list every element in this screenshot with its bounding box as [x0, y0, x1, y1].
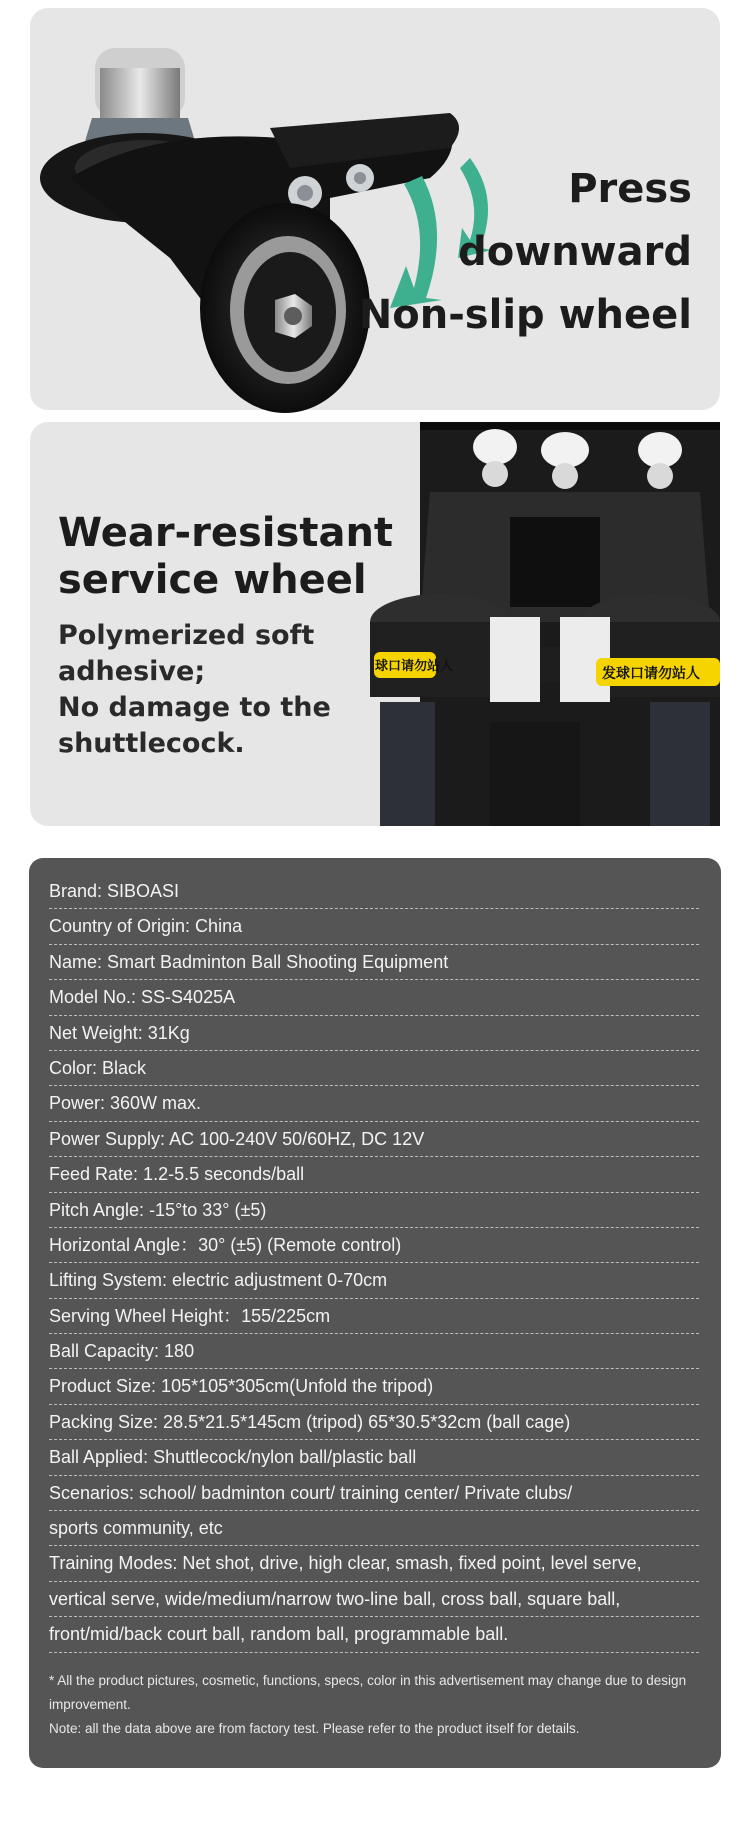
spec-country-of-origin: Country of Origin: China: [49, 909, 699, 944]
spec-horizontal-angle: Horizontal Angle：30° (±5) (Remote control): [49, 1228, 699, 1263]
spec-feed-rate: Feed Rate: 1.2-5.5 seconds/ball: [49, 1157, 699, 1192]
service-wheel-description: [58, 618, 378, 762]
heading-line: Wear-resistant: [58, 510, 394, 556]
heading-line: Press: [568, 166, 692, 212]
spec-model-no: Model No.: SS-S4025A: [49, 980, 699, 1015]
description-line: Polymerized soft: [58, 620, 315, 651]
service-wheel-heading: [58, 510, 398, 604]
disclaimer-text: * All the product pictures, cosmetic, functions, specs, color in this advertisement may change due to design improvement.: [49, 1672, 687, 1712]
footnotes: [49, 1669, 699, 1741]
serving-machine-image: [360, 422, 720, 826]
spec-training-modes: Training Modes: Net shot, drive, high clear, smash, fixed point, level serve,: [49, 1546, 699, 1581]
spec-color: Color: Black: [49, 1051, 699, 1086]
spec-scenarios-cont: sports community, etc: [49, 1511, 699, 1546]
spec-serving-wheel-height: Serving Wheel Height：155/225cm: [49, 1299, 699, 1334]
spec-lifting-system: Lifting System: electric adjustment 0-70cm: [49, 1263, 699, 1298]
spec-list: [49, 874, 699, 1653]
spec-brand: Brand: SIBOASI: [49, 874, 699, 909]
non-slip-wheel-heading: [312, 158, 692, 347]
spec-name: Name: Smart Badminton Ball Shooting Equipment: [49, 945, 699, 980]
spec-product-size: Product Size: 105*105*305cm(Unfold the tripod): [49, 1369, 699, 1404]
spec-power: Power: 360W max.: [49, 1086, 699, 1121]
heading-line: Non-slip wheel: [358, 292, 692, 338]
spec-training-modes-cont: vertical serve, wide/medium/narrow two-line ball, cross ball, square ball,: [49, 1582, 699, 1617]
specification-card: [29, 858, 721, 1768]
spec-scenarios: Scenarios: school/ badminton court/ training center/ Private clubs/: [49, 1476, 699, 1511]
spec-ball-capacity: Ball Capacity: 180: [49, 1334, 699, 1369]
description-line: No damage to the: [58, 692, 331, 723]
service-wheel-panel: [30, 422, 720, 826]
warning-label-left: 球口请勿站人: [375, 659, 454, 674]
spec-net-weight: Net Weight: 31Kg: [49, 1016, 699, 1051]
description-line: adhesive;: [58, 656, 206, 687]
heading-line: service wheel: [58, 557, 367, 603]
heading-line: downward: [458, 229, 692, 275]
non-slip-wheel-panel: [30, 8, 720, 410]
spec-power-supply: Power Supply: AC 100-240V 50/60HZ, DC 12V: [49, 1122, 699, 1157]
factory-test-note: Note: all the data above are from factory test. Please refer to the product itself for details.: [49, 1720, 580, 1736]
spec-ball-applied: Ball Applied: Shuttlecock/nylon ball/plastic ball: [49, 1440, 699, 1475]
spec-training-modes-cont: front/mid/back court ball, random ball, programmable ball.: [49, 1617, 699, 1652]
description-line: shuttlecock.: [58, 728, 245, 759]
spec-pitch-angle: Pitch Angle: -15°to 33° (±5): [49, 1193, 699, 1228]
spec-packing-size: Packing Size: 28.5*21.5*145cm (tripod) 65*30.5*32cm (ball cage): [49, 1405, 699, 1440]
warning-label-right: 发球口请勿站人: [602, 666, 700, 682]
